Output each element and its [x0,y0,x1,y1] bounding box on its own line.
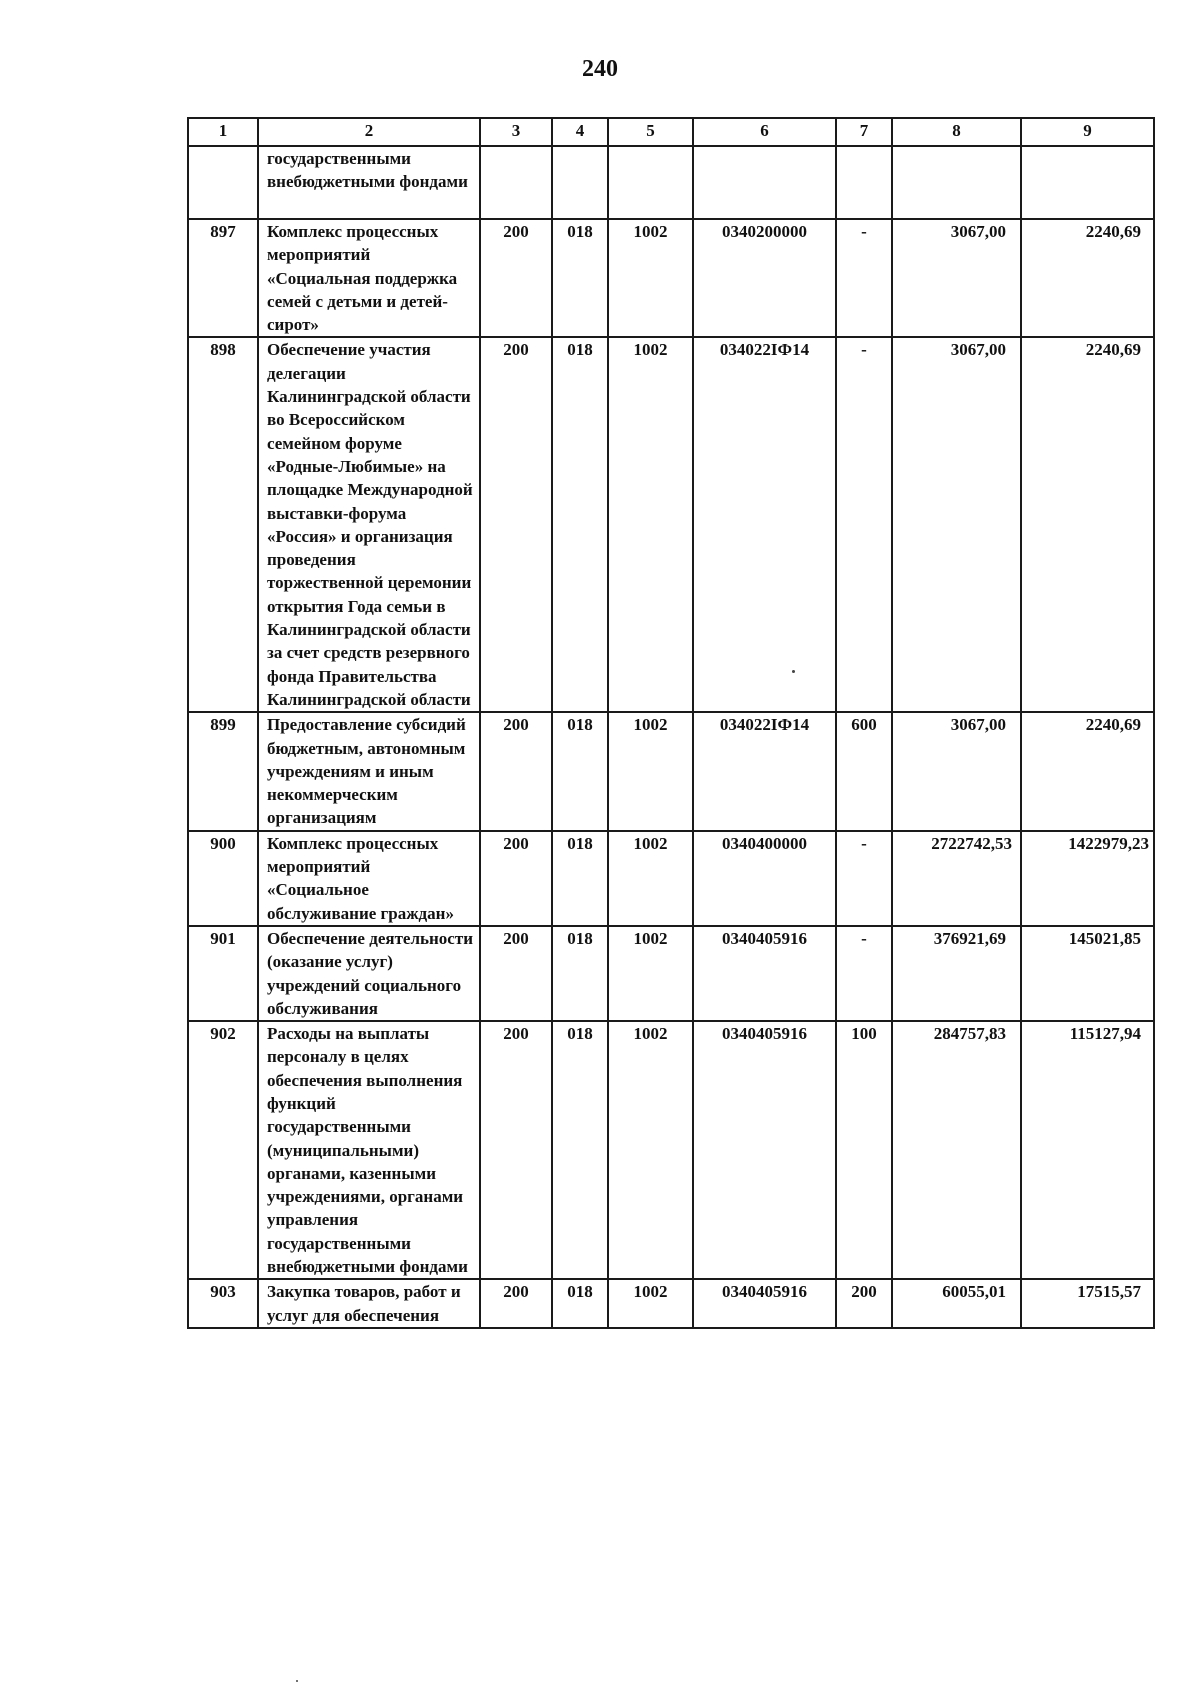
row-number: 901 [188,926,258,1021]
cell-col5: 1002 [608,219,693,337]
cell-col8: 3067,00 [892,337,1021,712]
cell-col8: 2722742,53 [892,831,1021,926]
cell-col7: - [836,831,892,926]
cell-col4: 018 [552,831,608,926]
row-number: 899 [188,712,258,830]
row-description: Комплекс процессных мероприятий «Социальная поддержка семей с детьми и детей-сирот» [258,219,480,337]
cell-col7: 200 [836,1279,892,1328]
column-header: 4 [552,118,608,146]
cell-col8: 3067,00 [892,712,1021,830]
table-row [188,831,1154,926]
cell-col7 [836,146,892,219]
page-number: 240 [582,56,618,82]
cell-col4 [552,146,608,219]
row-description: государственными внебюджетными фондами [258,146,480,219]
row-number: 898 [188,337,258,712]
row-description: Обеспечение деятельности (оказание услуг) учреждений социального обслуживания [258,926,480,1021]
cell-col3: 200 [480,1021,552,1279]
table-row [188,1279,1154,1328]
cell-col3: 200 [480,926,552,1021]
cell-col4: 018 [552,1279,608,1328]
cell-col6 [693,146,836,219]
table-row [188,146,1154,219]
cell-col7: - [836,926,892,1021]
row-number: 903 [188,1279,258,1328]
row-number: 902 [188,1021,258,1279]
cell-col4: 018 [552,712,608,830]
table-row [188,712,1154,830]
table-row [188,1021,1154,1279]
column-header: 5 [608,118,693,146]
cell-col8: 3067,00 [892,219,1021,337]
column-header: 1 [188,118,258,146]
cell-col3: 200 [480,337,552,712]
cell-col6: 034022IФ14 [693,337,836,712]
row-description: Закупка товаров, работ и услуг для обеспечения [258,1279,480,1328]
cell-col6: 0340405916 [693,926,836,1021]
cell-col8: 284757,83 [892,1021,1021,1279]
cell-col5: 1002 [608,926,693,1021]
cell-col6: 034022IФ14 [693,712,836,830]
cell-col5: 1002 [608,712,693,830]
cell-col9: 1422979,23 [1021,831,1154,926]
row-description: Расходы на выплаты персоналу в целях обеспечения выполнения функций государственными (муниципальными) органами, казенными учреждениями, органами управления государственными внебюджетными фондами [258,1021,480,1279]
cell-col6: 0340200000 [693,219,836,337]
cell-col9: 17515,57 [1021,1279,1154,1328]
column-header: 3 [480,118,552,146]
cell-col9: 145021,85 [1021,926,1154,1021]
scan-speck [296,1680,298,1682]
cell-col4: 018 [552,926,608,1021]
cell-col7: - [836,337,892,712]
cell-col9: 2240,69 [1021,219,1154,337]
table-row [188,337,1154,712]
table-row [188,219,1154,337]
cell-col4: 018 [552,337,608,712]
column-header: 9 [1021,118,1154,146]
cell-col6: 0340405916 [693,1279,836,1328]
cell-col8: 376921,69 [892,926,1021,1021]
cell-col5: 1002 [608,831,693,926]
cell-col6: 0340400000 [693,831,836,926]
column-header: 8 [892,118,1021,146]
cell-col4: 018 [552,219,608,337]
cell-col7: 600 [836,712,892,830]
budget-table [187,117,1155,1329]
cell-col7: 100 [836,1021,892,1279]
row-number: 900 [188,831,258,926]
row-number: 897 [188,219,258,337]
cell-col3: 200 [480,712,552,830]
cell-col9: 2240,69 [1021,712,1154,830]
cell-col9: 115127,94 [1021,1021,1154,1279]
cell-col8 [892,146,1021,219]
cell-col5: 1002 [608,1279,693,1328]
row-description: Комплекс процессных мероприятий «Социальное обслуживание граждан» [258,831,480,926]
row-description: Обеспечение участия делегации Калининградской области во Всероссийском семейном форуме «Родные-Любимые» на площадке Международной выставки-форума «Россия» и организация проведения торжественной церемонии открытия Года семьи в Калининградской области за счет средств резервного фонда Правительства Калининградской области [258,337,480,712]
cell-col8: 60055,01 [892,1279,1021,1328]
cell-col3: 200 [480,219,552,337]
cell-col5: 1002 [608,1021,693,1279]
table-row [188,926,1154,1021]
cell-col7: - [836,219,892,337]
cell-col3: 200 [480,1279,552,1328]
row-description: Предоставление субсидий бюджетным, автономным учреждениям и иным некоммерческим организациям [258,712,480,830]
column-header: 2 [258,118,480,146]
scan-speck [792,670,795,673]
cell-col6: 0340405916 [693,1021,836,1279]
cell-col3: 200 [480,831,552,926]
row-number [188,146,258,219]
column-header: 7 [836,118,892,146]
cell-col9 [1021,146,1154,219]
table-header-row [188,118,1154,146]
cell-col9: 2240,69 [1021,337,1154,712]
cell-col3 [480,146,552,219]
cell-col5 [608,146,693,219]
cell-col4: 018 [552,1021,608,1279]
cell-col5: 1002 [608,337,693,712]
column-header: 6 [693,118,836,146]
